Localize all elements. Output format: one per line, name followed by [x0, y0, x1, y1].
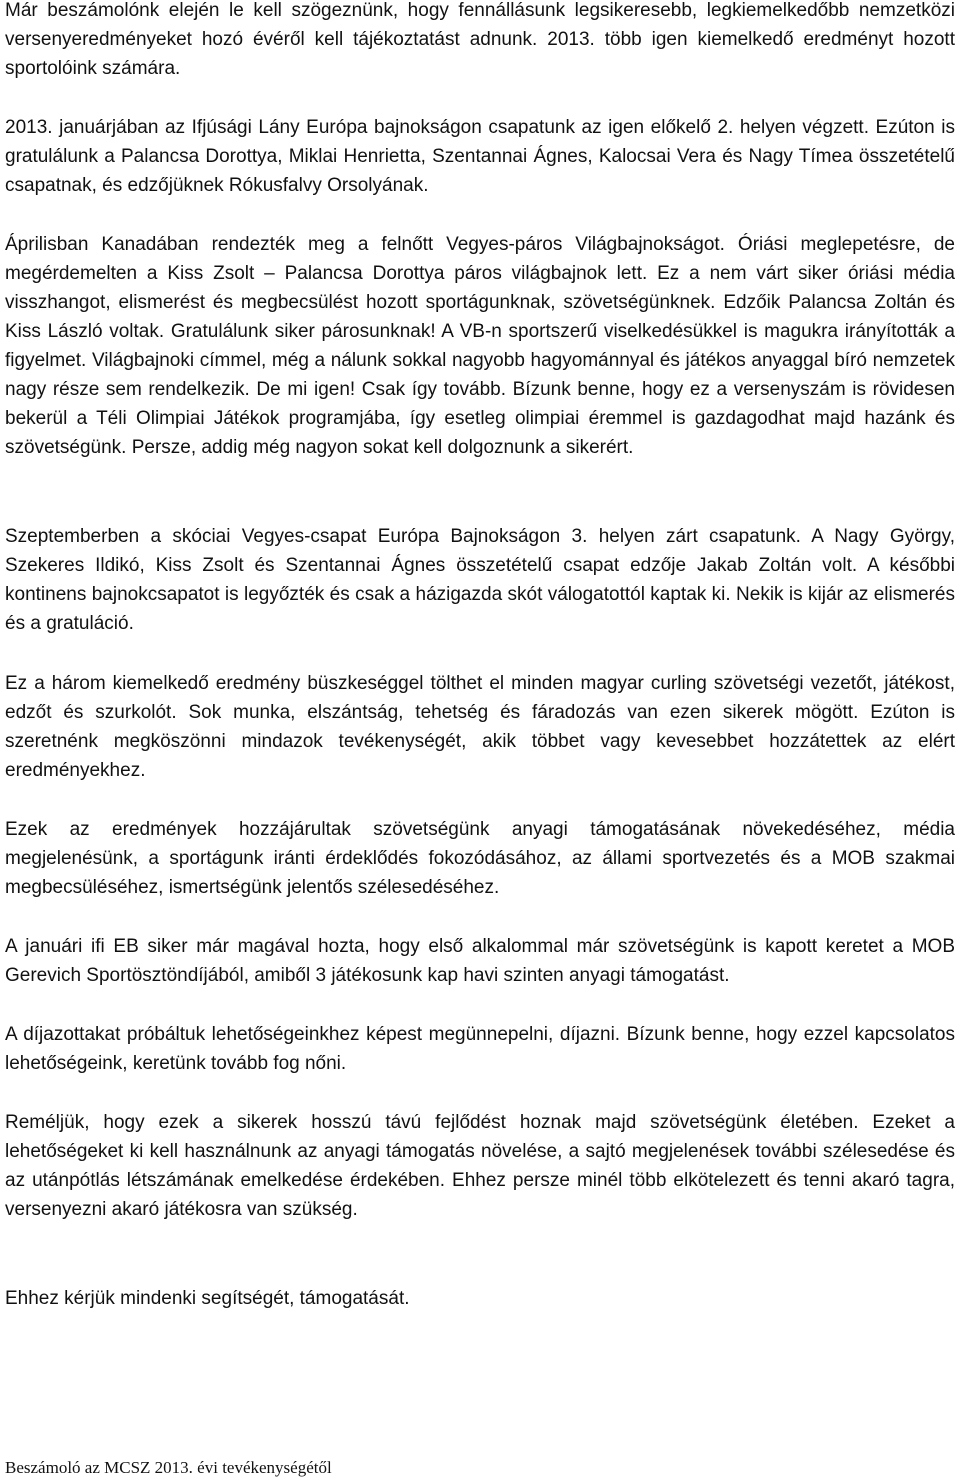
paragraph-achievements: Ez a három kiemelkedő eredmény büszkeséggel tölthet el minden magyar curling szövetségi vezetőt, játékost, edzőt és szurkolót. Sok munka, elszántság, tehetség és fáradozás van ezen sikerek mögött. Ezúton is szeretnénk megköszönni mindazok tevékenységét, akik többet vagy kevesebbet hozzátettek az elért eredményekhez. [5, 673, 955, 781]
paragraph-awards: A díjazottakat próbáltuk lehetőségeinkhez képest megünnepelni, díjazni. Bízunk benne, hogy ezzel kapcsolatos lehetőségeink, keretünk tovább fog nőni. [5, 1024, 955, 1074]
paragraph-mixed-team-euro: Szeptemberben a skóciai Vegyes-csapat Európa Bajnokságon 3. helyen zárt csapatunk. A Nagy György, Szekeres Ildikó, Kiss Zsolt és Szentannai Ágnes összetételű csapat edzője Jakab Zoltán volt. A későbbi kontinens bajnokcsapatot is legyőzték és csak a házigazda skót válogatottól kaptak ki. Nekik is kijár az elismerés és a gratuláció. [5, 526, 955, 634]
paragraph-support-growth: Ezek az eredmények hozzájárultak szövetségünk anyagi támogatásának növekedéséhez, média megjelenésünk, a sportágunk iránti érdeklődés fokozódásához, az állami sportvezetés és a MOB szakmai megbecsüléséhez, ismertségünk jelentős szélesedéséhez. [5, 819, 955, 898]
page-footer: Beszámoló az MCSZ 2013. évi tevékenységétől [5, 1458, 332, 1477]
paragraph-mixed-doubles-world: Áprilisban Kanadában rendezték meg a felnőtt Vegyes-páros Világbajnokságot. Óriási meglepetésre, de megérdemelten a Kiss Zsolt – Palancsa Dorottya páros világbajnok lett. Ez a nem várt siker óriási média visszhangot, elismerést és megbecsülést hozott sportágunknak, szövetségünknek. Edzőik Palancsa Zoltán és Kiss László voltak. Gratulálunk siker párosunknak! A VB-n sportszerű viselkedésükkel is magukra irányították a figyelmet. Világbajnoki címmel, még a nálunk sokkal nagyobb hagyománnyal és játékos anyaggal bíró nemzetek nagy része sem rendelkezik. De mi igen! Csak így tovább. Bízunk benne, hogy ez a versenyszám is rövidesen bekerül a Téli Olimpiai Játékok programjába, így esetleg olimpiai éremmel is gazdagodhat majd hazánk és szövetségünk. Persze, addig még nagyon sokat kell dolgoznunk a sikerért. [5, 234, 955, 458]
paragraph-intro: Már beszámolónk elején le kell szögeznünk, hogy fennállásunk legsikeresebb, legkiemelkedőbb nemzetközi versenyeredményeket hozó évéről kell tájékoztatást adnunk. 2013. több igen kiemelkedő eredményt hozott sportolóink számára. [5, 0, 955, 79]
paragraph-junior-euro: 2013. januárjában az Ifjúsági Lány Európa bajnokságon csapatunk az igen előkelő 2. helyen végzett. Ezúton is gratulálunk a Palancsa Dorottya, Miklai Henrietta, Szentannai Ágnes, Kalocsai Vera és Nagy Tímea összetételű csapatnak, és edzőjüknek Rókusfalvy Orsolyának. [5, 117, 955, 196]
paragraph-future: Reméljük, hogy ezek a sikerek hosszú távú fejlődést hoznak majd szövetségünk életében. Ezeket a lehetőségeket ki kell használnunk az anyagi támogatás növelése, a sajtó megjelenések további szélesedése és az utánpótlás létszámának emelkedése érdekében. Ehhez persze minél több elkötelezett és tenni akaró tagra, versenyezni akaró játékosra van szükség. [5, 1112, 955, 1220]
paragraph-closing: Ehhez kérjük mindenki segítségét, támogatását. [5, 1288, 410, 1309]
paragraph-mob-scholarship: A januári ifi EB siker már magával hozta, hogy első alkalommal már szövetségünk is kapott keretet a MOB Gerevich Sportösztöndíjából, amiből 3 játékosunk kap havi szinten anyagi támogatást. [5, 936, 955, 986]
